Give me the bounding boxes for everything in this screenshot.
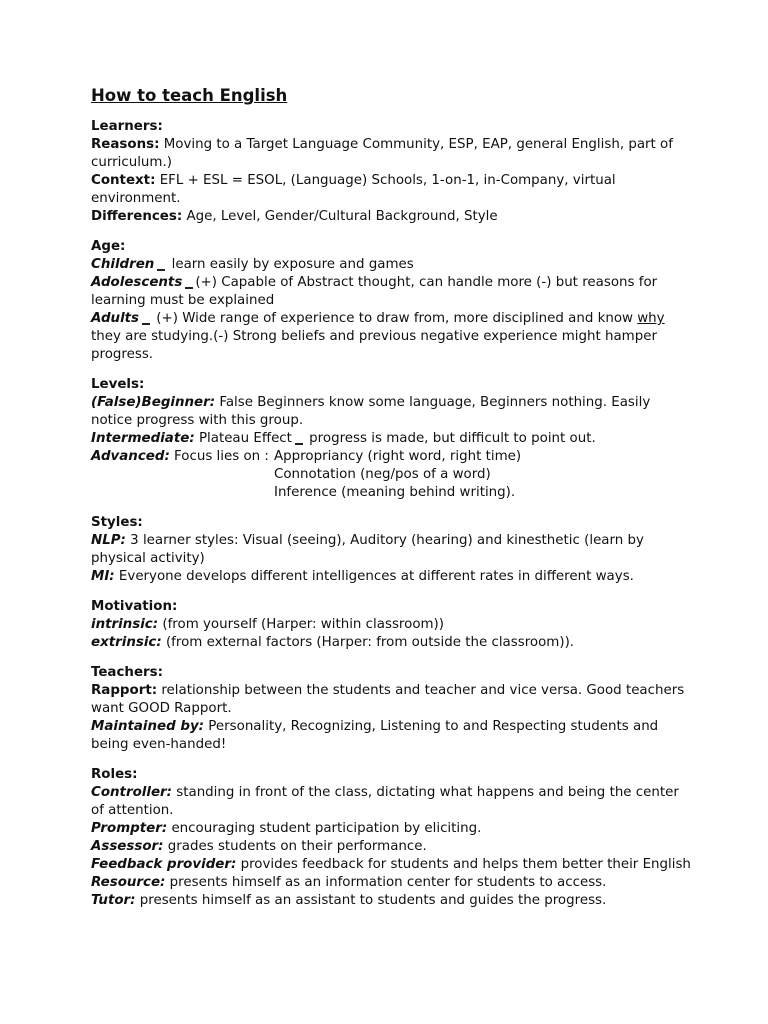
term-beginner: (False)Beginner: bbox=[91, 395, 216, 410]
paragraph-role bbox=[91, 856, 691, 874]
section-styles bbox=[91, 514, 691, 586]
term-intermediate: Intermediate: bbox=[91, 431, 195, 446]
paragraph-adolescents bbox=[91, 274, 691, 310]
advanced-lead bbox=[91, 448, 274, 466]
text-beginner: False Beginners know some language, Beginners nothing. Easily notice progress with this group. bbox=[91, 395, 651, 428]
paragraph-children bbox=[91, 256, 691, 274]
text-role: grades students on their performance. bbox=[163, 839, 427, 854]
term-rapport: Rapport: bbox=[91, 683, 158, 698]
section-heading-motivation: Motivation: bbox=[91, 599, 178, 614]
term-differences: Differences: bbox=[91, 209, 183, 224]
term-role: Tutor: bbox=[91, 893, 136, 908]
dash-mark bbox=[142, 319, 150, 325]
text-reasons: Moving to a Target Language Community, ESP, EAP, general English, part of curriculum.) bbox=[91, 137, 673, 170]
dash-mark bbox=[185, 283, 193, 289]
advanced-row-3 bbox=[91, 484, 691, 502]
text-intermediate-2: progress is made, but difficult to point out. bbox=[304, 431, 596, 446]
paragraph-role bbox=[91, 892, 691, 910]
section-heading-levels: Levels: bbox=[91, 377, 145, 392]
text-children: learn easily by exposure and games bbox=[167, 257, 414, 272]
text-context: EFL + ESL = ESOL, (Language) Schools, 1-on-1, in-Company, virtual environment. bbox=[91, 173, 616, 206]
section-roles bbox=[91, 766, 691, 910]
section-heading-teachers: Teachers: bbox=[91, 665, 163, 680]
text-adolescents: (+) Capable of Abstract thought, can handle more (-) but reasons for learning must be explained bbox=[91, 275, 658, 308]
advanced-item: Connotation (neg/pos of a word) bbox=[274, 467, 491, 482]
section-motivation bbox=[91, 598, 691, 652]
paragraph-intermediate bbox=[91, 430, 691, 448]
document-page bbox=[91, 84, 691, 922]
text-advanced: Focus lies on : bbox=[169, 449, 269, 464]
term-intrinsic: intrinsic: bbox=[91, 617, 159, 632]
advanced-row-1 bbox=[91, 448, 691, 466]
section-levels bbox=[91, 376, 691, 502]
term-context: Context: bbox=[91, 173, 156, 188]
term-adults: Adults bbox=[91, 311, 140, 326]
text-role: encouraging student participation by eliciting. bbox=[167, 821, 482, 836]
paragraph-role bbox=[91, 874, 691, 892]
term-mi: MI: bbox=[91, 569, 115, 584]
paragraph-role bbox=[91, 838, 691, 856]
text-adults-2: they are studying.(-) Strong beliefs and previous negative experience might hamper progress. bbox=[91, 329, 657, 362]
paragraph-rapport bbox=[91, 682, 691, 718]
section-age bbox=[91, 238, 691, 364]
text-extrinsic: (from external factors (Harper: from outside the classroom)). bbox=[161, 635, 575, 650]
text-role: standing in front of the class, dictating what happens and being the center of attention. bbox=[91, 785, 679, 818]
text-role: presents himself as an assistant to students and guides the progress. bbox=[135, 893, 607, 908]
term-advanced: Advanced: bbox=[91, 449, 170, 464]
paragraph-context bbox=[91, 172, 691, 208]
paragraph-adults bbox=[91, 310, 691, 364]
term-children: Children bbox=[91, 257, 155, 272]
text-rapport: relationship between the students and teacher and vice versa. Good teachers want GOOD Rapport. bbox=[91, 683, 685, 716]
term-nlp: NLP: bbox=[91, 533, 126, 548]
section-teachers bbox=[91, 664, 691, 754]
section-heading-learners: Learners: bbox=[91, 119, 163, 134]
term-role: Assessor: bbox=[91, 839, 164, 854]
advanced-row-2 bbox=[91, 466, 691, 484]
paragraph-mi bbox=[91, 568, 691, 586]
term-role: Controller: bbox=[91, 785, 172, 800]
text-mi: Everyone develops different intelligences at different rates in different ways. bbox=[114, 569, 634, 584]
paragraph-role bbox=[91, 784, 691, 820]
section-heading-age: Age: bbox=[91, 239, 126, 254]
term-role: Prompter: bbox=[91, 821, 168, 836]
section-heading-styles: Styles: bbox=[91, 515, 143, 530]
paragraph-maintained bbox=[91, 718, 691, 754]
text-adults-why: why bbox=[637, 311, 665, 326]
term-reasons: Reasons: bbox=[91, 137, 160, 152]
text-maintained: Personality, Recognizing, Listening to and Respecting students and being even-handed! bbox=[91, 719, 659, 752]
section-heading-roles: Roles: bbox=[91, 767, 138, 782]
term-role: Feedback provider: bbox=[91, 857, 237, 872]
text-intrinsic: (from yourself (Harper: within classroom)) bbox=[158, 617, 445, 632]
paragraph-nlp bbox=[91, 532, 691, 568]
paragraph-reasons bbox=[91, 136, 691, 172]
advanced-item: Inference (meaning behind writing). bbox=[274, 485, 516, 500]
section-learners bbox=[91, 118, 691, 226]
dash-mark bbox=[157, 265, 165, 271]
text-role: provides feedback for students and helps them better their English bbox=[236, 857, 691, 872]
term-role: Resource: bbox=[91, 875, 166, 890]
paragraph-differences bbox=[91, 208, 691, 226]
term-adolescents: Adolescents bbox=[91, 275, 183, 290]
text-differences: Age, Level, Gender/Cultural Background, Style bbox=[182, 209, 498, 224]
paragraph-beginner bbox=[91, 394, 691, 430]
dash-mark bbox=[295, 439, 303, 445]
paragraph-intrinsic bbox=[91, 616, 691, 634]
paragraph-extrinsic bbox=[91, 634, 691, 652]
document-title: How to teach English bbox=[91, 86, 288, 105]
text-role: presents himself as an information center for students to access. bbox=[165, 875, 607, 890]
advanced-item: Appropriancy (right word, right time) bbox=[274, 449, 522, 464]
text-intermediate-1: Plateau Effect bbox=[194, 431, 292, 446]
paragraph-role bbox=[91, 820, 691, 838]
text-adults-1: (+) Wide range of experience to draw from, more disciplined and know bbox=[152, 311, 638, 326]
text-nlp: 3 learner styles: Visual (seeing), Auditory (hearing) and kinesthetic (learn by physical activity) bbox=[91, 533, 644, 566]
term-maintained: Maintained by: bbox=[91, 719, 205, 734]
term-extrinsic: extrinsic: bbox=[91, 635, 162, 650]
